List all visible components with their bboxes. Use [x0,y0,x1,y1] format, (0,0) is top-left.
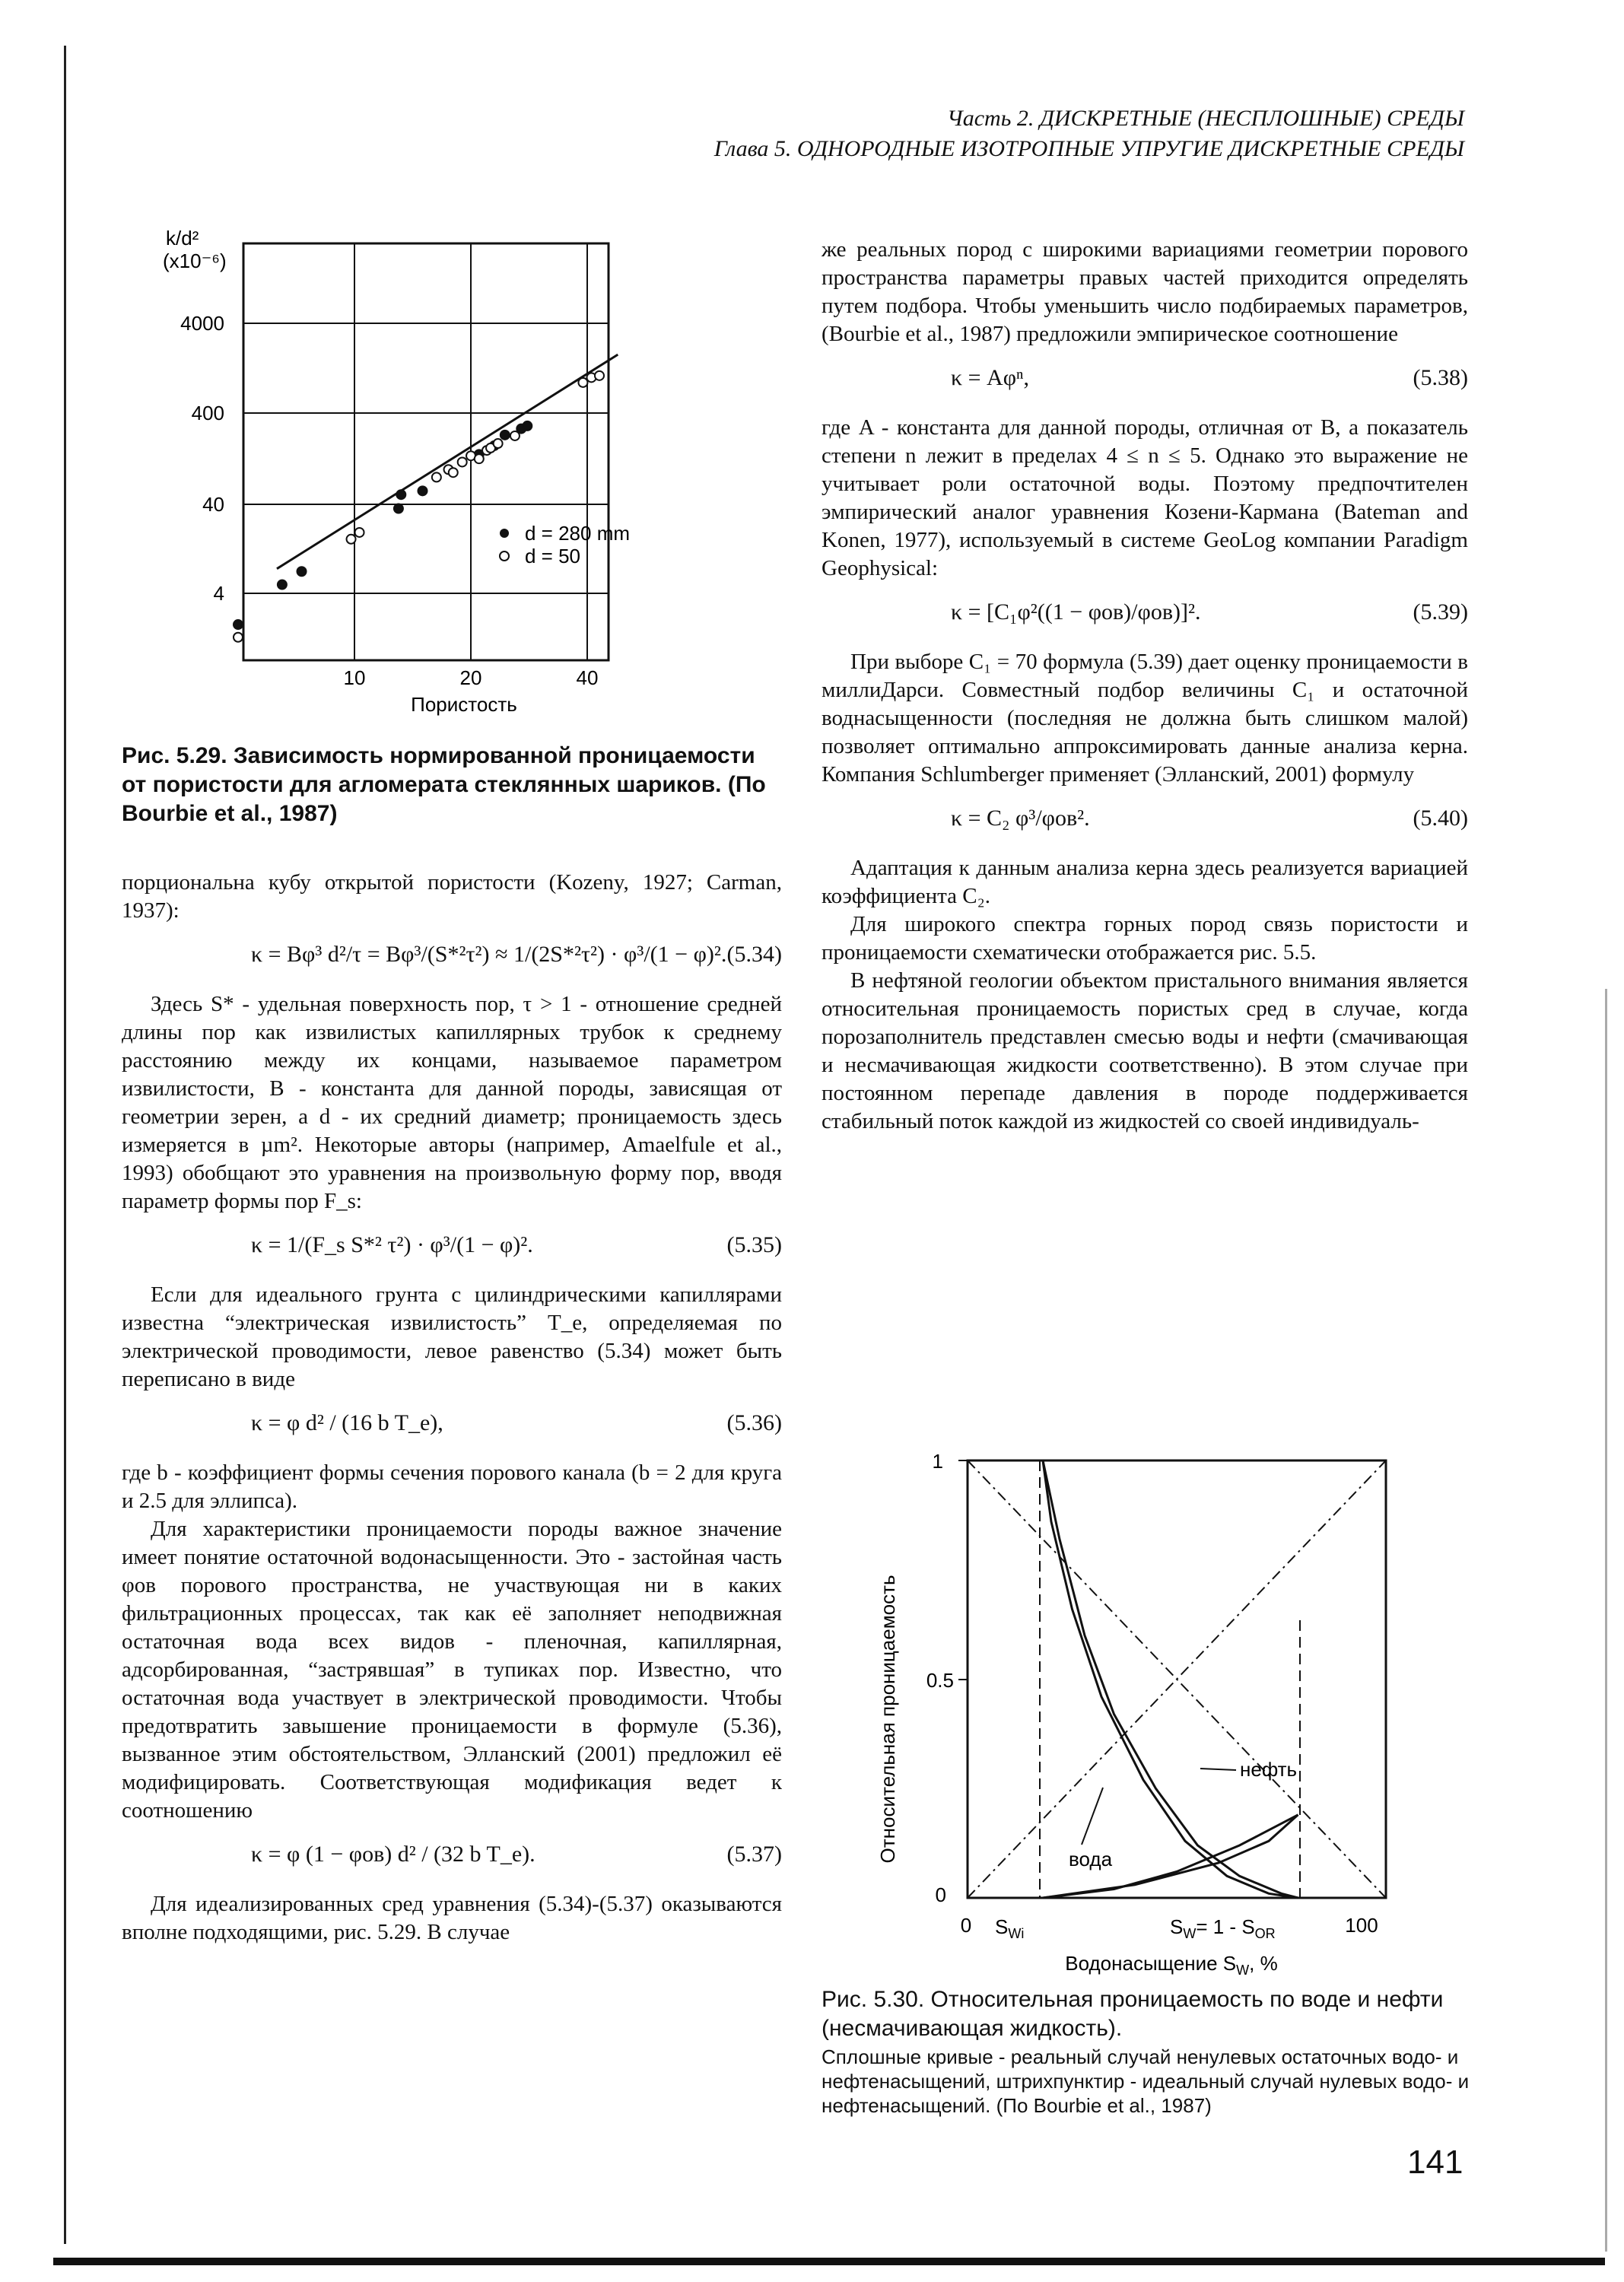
equation-body: κ = φ d² / (16 b T_e), [251,1410,443,1435]
grid [243,243,609,660]
paragraph: Для идеализированных сред уравнения (5.34)-(5.37) оказываются вполне подходящими, рис. 5.29. В случае [122,1892,782,1944]
equation-5-40 [822,789,1468,854]
paragraph: где A - константа для данной породы, отличная от B, а показатель степени n лежит в пределах 4 ≤ n ≤ 5. Однако это выражение не учитывает роли остаточной воды. Поэтому предпочтителен эмпирический аналог уравнения Козени-Кармана (Bateman and Konen, 1977), используемый в системе GeoLog компании Paradigm Geophysical: [822,415,1468,580]
y-tick-4: 4 [213,582,224,605]
equation-5-38 [822,348,1468,414]
left-column [122,869,782,1947]
y-tick-0-5: 0.5 [926,1669,954,1692]
paragraph: Здесь S* - удельная поверхность пор, τ > 1 - отношение средней длины пор как извилистых капиллярных трубок к среднему расстоянию между их концами, называемое параметром извилистости, B - константа для данной породы, зависящая от геометрии зерен, а d - их средний диаметр; проницаемость здесь измеряется в µm². Некоторые авторы (например, Amaelfule et al., 1993) обобщают это уравнения на произвольную форму пор, вводя параметр формы пор F_s: [122,992,782,1213]
x-marker-swi: $S_{Wi}$ [995,1915,1025,1941]
x-tick-0: 0 [960,1914,972,1937]
y-tick-1: 1 [932,1450,943,1473]
legend-open-marker [500,551,509,561]
equation-body: κ = Aφⁿ, [951,365,1029,390]
data-point-d50 [432,472,441,482]
equation-number: (5.38) [1413,365,1468,390]
legend-open-label: d = 50 [525,545,581,567]
paragraph: При выборе C₁ = 70 формула (5.39) дает оценку проницаемости в миллиДарси. Совместный подбор величины C₁ и остаточной воднасыщенности (последняя не должна быть слишком малой) позволяет оптимально аппроксимировать данные анализа керна. Компания Schlumberger применяет (Элланский, 2001) формулу [822,650,1468,787]
real-curve [1043,1460,1298,1898]
curves [968,1460,1386,1898]
oil-label: нефть [1240,1758,1298,1781]
water-pointer [1082,1788,1103,1845]
data-point-d280 [418,486,427,495]
figure-5-29 [152,228,639,730]
x-tick-100: 100 [1345,1914,1378,1937]
data-point-d50 [234,633,243,642]
paragraph: же реальных пород с широкими вариациями геометрии порового пространства параметры правых частей приходится определять путем подбора. Чтобы уменьшить число подбираемых параметров,(Bourbie et al., 1987) предложили эмпирическое соотношение [822,237,1468,346]
equation-5-35 [122,1216,782,1281]
y-tick-400: 400 [191,402,224,424]
y-axis-unit: (x10⁻⁶) [163,249,227,272]
data-point-d50 [347,535,356,544]
running-header-part: Часть 2. ДИСКРЕТНЫЕ (НЕСПЛОШНЫЕ) СРЕДЫ [947,106,1464,131]
x-axis-label: Водонасыщение $S_W$, % [1065,1952,1278,1978]
data-point-d280 [234,620,243,629]
paragraph: Для характеристики проницаемости породы важное значение имеет понятие остаточной водонасыщенности. Это - застойная часть φов порового пространства, не участвующая ни в каких фильтрационных процессах, так как её заполняет неподвижная остаточная вода всех видов - пленочная, капиллярная, адсорбированная, “застрявшая” в тупиках пор. Известно, что остаточная вода участвует в электрической проводимости. Чтобы предотвратить завышение проницаемости в формуле (5.36), вызванное этим обстоятельством, Элланский (2001) предложил её модифицировать. Соответствующая модификация ведет к соотношению [122,1517,782,1823]
page-number: 141 [1407,2144,1464,2181]
plot-frame [243,243,609,660]
equation-number: (5.39) [1413,599,1468,625]
paragraph: Адаптация к данным анализа керна здесь реализуется вариацией коэффициента C₂. [822,856,1468,908]
equation-number: (5.34) [726,942,782,967]
equation-body: κ = Bφ³ d²/τ = Bφ³/(S*²τ²) ≈ 1/(2S*²τ²) · φ³/(1 − φ)². [251,942,727,967]
figure-5-30-chart [867,1430,1415,1978]
x-tick-10: 10 [343,666,366,689]
figure-5-29-chart [152,228,639,730]
equation-body: κ = φ (1 − φов) d² / (32 b T_e). [251,1842,536,1867]
data-point-d280 [278,580,287,590]
figure-5-30-caption-title: Рис. 5.30. Относительная проницаемость по воде и нефти (несмачивающая жидкость). [822,1987,1444,2041]
data-point-d280 [523,421,532,431]
scan-edge-bottom [53,2258,1605,2265]
water-label: вода [1069,1848,1113,1870]
figure-5-30 [867,1430,1415,1978]
right-column [822,236,1468,1136]
figure-5-29-caption: Рис. 5.29. Зависимость нормированной проницаемости от пористости для агломерата стеклянных шариков. (По Bourbie et al., 1987) [122,743,766,826]
x-marker-swor: $S_W= 1 - S_{OR}$ [1170,1915,1276,1941]
equation-body: κ = [C₁φ²((1 − φов)/φов)]². [951,599,1201,625]
equation-5-36 [122,1394,782,1459]
paragraph: Если для идеального грунта с цилиндрическими капиллярами известна “электрическая извилистость” T_e, определяемая по электрической проводимости, левое равенство (5.34) может быть переписано в виде [122,1282,782,1391]
x-axis-label: Пористость [411,693,517,716]
equation-number: (5.37) [726,1842,782,1867]
equation-number: (5.36) [726,1410,782,1435]
equation-5-34 [122,925,782,990]
y-axis-label: Относительная проницаемость [876,1575,899,1864]
y-tick-4000: 4000 [180,312,224,335]
data-point-d280 [394,504,403,513]
data-point-d50 [449,468,458,477]
legend-filled-label: d = 280 mm [525,522,631,545]
paragraph: порциональна кубу открытой пористости (Kozeny, 1927; Carman, 1937): [122,870,782,923]
data-point-d280 [501,431,510,440]
y-tick-0: 0 [935,1883,946,1906]
real-curve [1043,1460,1298,1898]
y-tick-40: 40 [202,493,224,516]
scan-edge-left [64,46,66,2244]
equation-number: (5.35) [726,1232,782,1257]
paragraph: В нефтяной геологии объектом пристального внимания является относительная проницаемость пористых сред в случае, когда порозаполнитель представлен смесью воды и нефти (смачивающая и несмачивающая жидкости соответственно). В этом случае при постоянном перепаде давления в породе поддерживается стабильный поток каждой из жидкостей со своей индивидуаль- [822,968,1468,1133]
y-axis-label: k/d² [166,228,199,249]
data-point-d50 [355,528,364,537]
equation-body: κ = C₂ φ³/φов². [951,806,1090,831]
data-point-d50 [510,431,520,440]
x-tick-20: 20 [459,666,482,689]
equation-body: κ = 1/(F_s S*² τ²) · φ³/(1 − φ)². [251,1232,533,1257]
scan-edge-right [1605,989,1607,2252]
equation-5-37 [122,1825,782,1890]
data-point-d50 [595,371,604,380]
equation-5-39 [822,583,1468,648]
equation-number: (5.40) [1413,806,1468,831]
paragraph: где b - коэффициент формы сечения порового канала (b = 2 для круга и 2.5 для эллипса). [122,1460,782,1513]
paragraph: Для широкого спектра горных пород связь пористости и проницаемости схематически отображается рис. 5.5. [822,912,1468,965]
figure-5-30-caption-body: Сплошные кривые - реальный случай ненулевых остаточных водо- и нефтенасыщений, штрихпунктир - идеальный случай нулевых водо- и нефтенасыщений. (По Bourbie et al., 1987) [822,2045,1470,2117]
oil-pointer [1200,1769,1236,1770]
data-point-d50 [475,454,484,463]
x-tick-40: 40 [576,666,599,689]
running-header-chapter: Глава 5. ОДНОРОДНЫЕ ИЗОТРОПНЫЕ УПРУГИЕ ДИСКРЕТНЫЕ СРЕДЫ [713,136,1464,161]
data-point-d280 [297,567,307,576]
legend-filled-marker [500,529,509,538]
data-point-d50 [458,457,467,466]
scatter-points [234,354,618,642]
data-point-d50 [494,439,503,448]
